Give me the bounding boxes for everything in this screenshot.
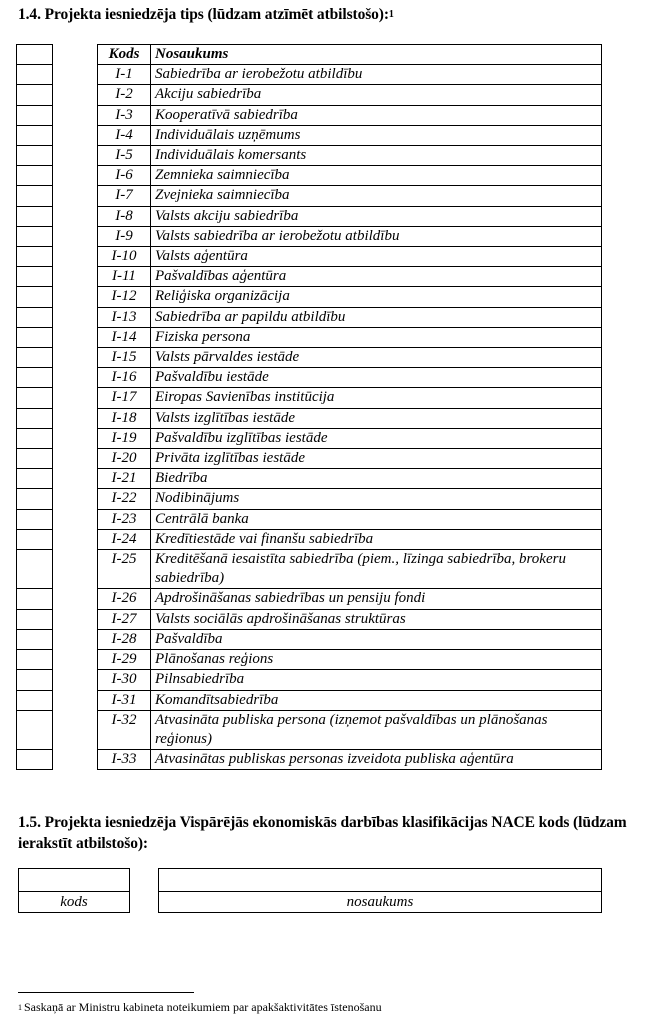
select-checkbox[interactable] bbox=[17, 408, 53, 428]
row-code: I-18 bbox=[98, 408, 151, 428]
row-name: Sabiedrība ar papildu atbildību bbox=[151, 307, 602, 327]
select-checkbox[interactable] bbox=[17, 710, 53, 749]
row-name: Individuālais uzņēmums bbox=[151, 125, 602, 145]
table-row bbox=[98, 589, 602, 609]
select-checkbox[interactable] bbox=[17, 85, 53, 105]
nace-code-input[interactable] bbox=[19, 869, 130, 892]
row-code: I-4 bbox=[98, 125, 151, 145]
row-code: I-2 bbox=[98, 85, 151, 105]
row-name: Pilnsabiedrība bbox=[151, 670, 602, 690]
table-row bbox=[98, 105, 602, 125]
row-code: I-9 bbox=[98, 226, 151, 246]
table-row bbox=[98, 469, 602, 489]
row-code: I-12 bbox=[98, 287, 151, 307]
header-code: Kods bbox=[98, 45, 151, 65]
row-code: I-28 bbox=[98, 629, 151, 649]
footnote-divider bbox=[18, 992, 194, 993]
row-name: Kreditēšanā iesaistīta sabiedrība (piem., līzinga sabiedrība, brokeru sabiedrība) bbox=[151, 550, 602, 589]
footnote-ref: 1 bbox=[388, 9, 394, 20]
table-row bbox=[98, 226, 602, 246]
table-row bbox=[98, 85, 602, 105]
row-name: Kooperatīvā sabiedrība bbox=[151, 105, 602, 125]
checkbox-header-cell bbox=[17, 45, 53, 65]
table-row bbox=[98, 125, 602, 145]
table-row bbox=[98, 428, 602, 448]
row-code: I-27 bbox=[98, 609, 151, 629]
table-row bbox=[98, 206, 602, 226]
row-code: I-5 bbox=[98, 146, 151, 166]
row-name: Nodibinājums bbox=[151, 489, 602, 509]
select-checkbox[interactable] bbox=[17, 307, 53, 327]
select-checkbox[interactable] bbox=[17, 65, 53, 85]
row-name: Individuālais komersants bbox=[151, 146, 602, 166]
row-code: I-23 bbox=[98, 509, 151, 529]
nace-name-label: nosaukums bbox=[159, 892, 602, 913]
row-name: Valsts sabiedrība ar ierobežotu atbildību bbox=[151, 226, 602, 246]
table-row bbox=[98, 146, 602, 166]
select-checkbox[interactable] bbox=[17, 287, 53, 307]
row-code: I-16 bbox=[98, 368, 151, 388]
row-code: I-24 bbox=[98, 529, 151, 549]
select-checkbox[interactable] bbox=[17, 529, 53, 549]
table-row bbox=[98, 750, 602, 770]
select-checkbox[interactable] bbox=[17, 750, 53, 770]
row-name: Pašvaldības aģentūra bbox=[151, 267, 602, 287]
select-checkbox[interactable] bbox=[17, 226, 53, 246]
table-row bbox=[98, 267, 602, 287]
row-name: Pašvaldība bbox=[151, 629, 602, 649]
row-name: Fiziska persona bbox=[151, 327, 602, 347]
row-code: I-30 bbox=[98, 670, 151, 690]
row-name: Zemnieka saimniecība bbox=[151, 166, 602, 186]
row-code: I-25 bbox=[98, 550, 151, 589]
row-code: I-19 bbox=[98, 428, 151, 448]
select-checkbox[interactable] bbox=[17, 690, 53, 710]
row-name: Plānošanas reģions bbox=[151, 650, 602, 670]
table-row bbox=[98, 408, 602, 428]
row-code: I-1 bbox=[98, 65, 151, 85]
section-1-4-heading bbox=[18, 4, 394, 27]
table-row bbox=[98, 247, 602, 267]
row-name: Atvasināta publiska persona (izņemot pašvaldības un plānošanas reģionus) bbox=[151, 710, 602, 749]
select-checkbox[interactable] bbox=[17, 609, 53, 629]
select-checkbox[interactable] bbox=[17, 125, 53, 145]
table-row bbox=[98, 348, 602, 368]
table-row bbox=[98, 388, 602, 408]
table-row bbox=[98, 307, 602, 327]
select-checkbox[interactable] bbox=[17, 166, 53, 186]
row-code: I-17 bbox=[98, 388, 151, 408]
row-code: I-7 bbox=[98, 186, 151, 206]
select-checkbox[interactable] bbox=[17, 388, 53, 408]
nace-name-box bbox=[158, 868, 602, 913]
row-name: Valsts izglītības iestāde bbox=[151, 408, 602, 428]
row-code: I-29 bbox=[98, 650, 151, 670]
row-name: Privāta izglītības iestāde bbox=[151, 449, 602, 469]
select-checkbox[interactable] bbox=[17, 550, 53, 589]
table-row bbox=[98, 550, 602, 589]
row-name: Pašvaldību izglītības iestāde bbox=[151, 428, 602, 448]
footnote-text: Saskaņā ar Ministru kabineta noteikumiem par apakšaktivitātes īstenošanu bbox=[24, 1000, 382, 1014]
select-checkbox[interactable] bbox=[17, 589, 53, 609]
row-code: I-10 bbox=[98, 247, 151, 267]
table-row bbox=[98, 509, 602, 529]
select-checkbox[interactable] bbox=[17, 186, 53, 206]
row-code: I-26 bbox=[98, 589, 151, 609]
row-name: Eiropas Savienības institūcija bbox=[151, 388, 602, 408]
row-code: I-13 bbox=[98, 307, 151, 327]
select-checkbox[interactable] bbox=[17, 650, 53, 670]
row-code: I-21 bbox=[98, 469, 151, 489]
row-code: I-33 bbox=[98, 750, 151, 770]
table-row bbox=[98, 670, 602, 690]
nace-name-input[interactable] bbox=[159, 869, 602, 892]
table-row bbox=[98, 449, 602, 469]
select-checkbox[interactable] bbox=[17, 368, 53, 388]
table-row bbox=[98, 287, 602, 307]
table-row bbox=[98, 609, 602, 629]
table-row bbox=[98, 327, 602, 347]
row-code: I-22 bbox=[98, 489, 151, 509]
table-row bbox=[98, 629, 602, 649]
row-name: Sabiedrība ar ierobežotu atbildību bbox=[151, 65, 602, 85]
row-name: Valsts sociālās apdrošināšanas struktūras bbox=[151, 609, 602, 629]
footnote bbox=[18, 1000, 382, 1016]
select-checkbox[interactable] bbox=[17, 105, 53, 125]
row-name: Reliģiska organizācija bbox=[151, 287, 602, 307]
section-1-4-title: 1.4. Projekta iesniedzēja tips (lūdzam atzīmēt atbilstošo): bbox=[18, 6, 389, 23]
row-code: I-8 bbox=[98, 206, 151, 226]
row-code: I-6 bbox=[98, 166, 151, 186]
select-checkbox[interactable] bbox=[17, 348, 53, 368]
row-name: Pašvaldību iestāde bbox=[151, 368, 602, 388]
section-1-5-heading: 1.5. Projekta iesniedzēja Vispārējās ekonomiskās darbības klasifikācijas NACE kods (lūdzam ierakstīt atbilstošo): bbox=[18, 814, 627, 852]
table-row bbox=[98, 650, 602, 670]
table-row bbox=[98, 368, 602, 388]
table-row bbox=[98, 186, 602, 206]
row-name: Akciju sabiedrība bbox=[151, 85, 602, 105]
table-row bbox=[98, 65, 602, 85]
row-code: I-20 bbox=[98, 449, 151, 469]
row-name: Atvasinātas publiskas personas izveidota publiska aģentūra bbox=[151, 750, 602, 770]
row-name: Valsts aģentūra bbox=[151, 247, 602, 267]
select-checkbox[interactable] bbox=[17, 327, 53, 347]
table-row bbox=[98, 529, 602, 549]
row-code: I-15 bbox=[98, 348, 151, 368]
applicant-type-table bbox=[97, 44, 602, 770]
select-checkbox[interactable] bbox=[17, 469, 53, 489]
select-checkbox[interactable] bbox=[17, 670, 53, 690]
row-name: Kredītiestāde vai finanšu sabiedrība bbox=[151, 529, 602, 549]
nace-code-label: kods bbox=[19, 892, 130, 913]
row-code: I-11 bbox=[98, 267, 151, 287]
nace-code-box bbox=[18, 868, 130, 913]
select-checkbox[interactable] bbox=[17, 206, 53, 226]
row-name: Apdrošināšanas sabiedrības un pensiju fondi bbox=[151, 589, 602, 609]
select-checkbox[interactable] bbox=[17, 629, 53, 649]
select-checkbox[interactable] bbox=[17, 146, 53, 166]
row-name: Biedrība bbox=[151, 469, 602, 489]
table-row bbox=[98, 690, 602, 710]
select-checkbox[interactable] bbox=[17, 428, 53, 448]
row-name: Komandītsabiedrība bbox=[151, 690, 602, 710]
checkbox-column bbox=[16, 44, 53, 770]
select-checkbox[interactable] bbox=[17, 509, 53, 529]
table-row bbox=[98, 489, 602, 509]
row-name: Valsts pārvaldes iestāde bbox=[151, 348, 602, 368]
row-code: I-3 bbox=[98, 105, 151, 125]
table-row bbox=[98, 166, 602, 186]
select-checkbox[interactable] bbox=[17, 449, 53, 469]
table-row bbox=[98, 710, 602, 749]
header-name: Nosaukums bbox=[151, 45, 602, 65]
select-checkbox[interactable] bbox=[17, 489, 53, 509]
row-code: I-32 bbox=[98, 710, 151, 749]
row-code: I-14 bbox=[98, 327, 151, 347]
row-name: Centrālā banka bbox=[151, 509, 602, 529]
select-checkbox[interactable] bbox=[17, 247, 53, 267]
row-name: Zvejnieka saimniecība bbox=[151, 186, 602, 206]
row-name: Valsts akciju sabiedrība bbox=[151, 206, 602, 226]
table-header-row bbox=[98, 45, 602, 65]
row-code: I-31 bbox=[98, 690, 151, 710]
footnote-number: 1 bbox=[18, 1003, 22, 1012]
select-checkbox[interactable] bbox=[17, 267, 53, 287]
